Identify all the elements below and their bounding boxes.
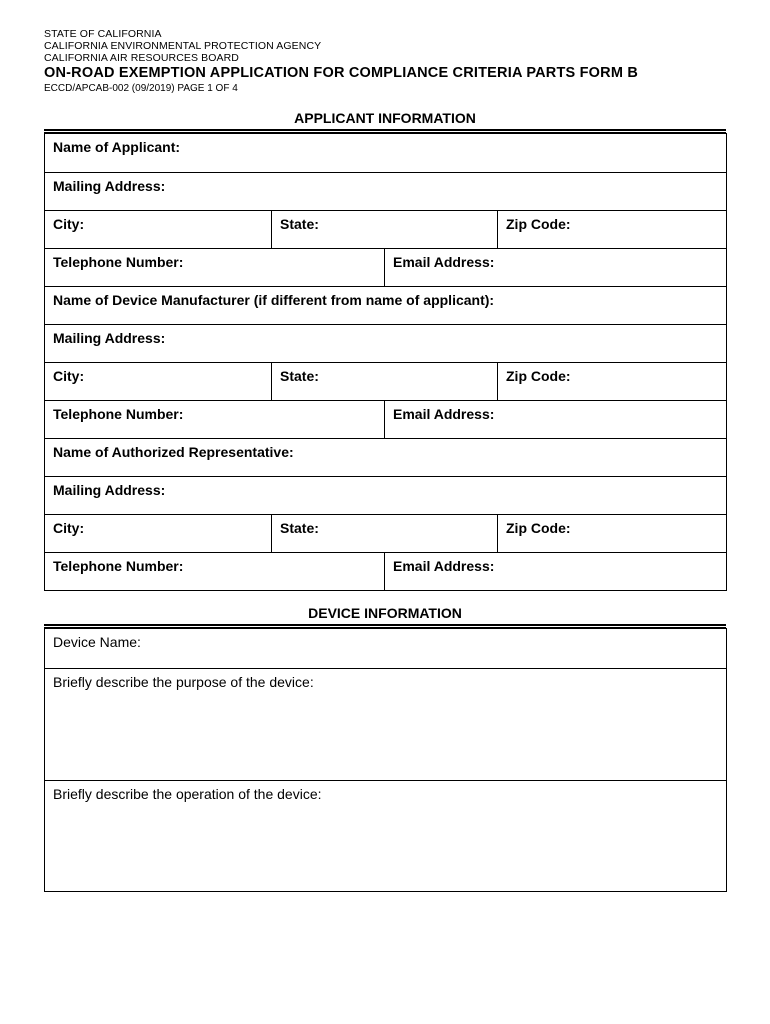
manufacturer-name-label: Name of Device Manufacturer (if different from name of applicant): — [53, 292, 495, 308]
manufacturer-phone-field[interactable] — [45, 401, 385, 439]
representative-city-field[interactable] — [45, 515, 272, 553]
applicant-mailing-address-label: Mailing Address: — [53, 178, 166, 194]
representative-zip-field[interactable] — [498, 515, 727, 553]
applicant-city-label: City: — [53, 216, 85, 232]
representative-city-label: City: — [53, 520, 85, 536]
manufacturer-mailing-address-field[interactable] — [45, 325, 727, 363]
applicant-phone-field[interactable] — [45, 249, 385, 287]
agency-line-state: STATE OF CALIFORNIA — [44, 28, 162, 40]
device-purpose-label: Briefly describe the purpose of the device: — [53, 674, 314, 690]
applicant-state-label: State: — [280, 216, 319, 232]
manufacturer-city-field[interactable] — [45, 363, 272, 401]
representative-phone-label: Telephone Number: — [53, 558, 184, 574]
representative-email-label: Email Address: — [393, 558, 495, 574]
manufacturer-mailing-address-label: Mailing Address: — [53, 330, 166, 346]
manufacturer-email-label: Email Address: — [393, 406, 495, 422]
representative-email-field[interactable] — [385, 553, 727, 591]
form-id: ECCD/APCAB-002 (09/2019) PAGE 1 OF 4 — [44, 83, 238, 94]
representative-phone-field[interactable] — [45, 553, 385, 591]
manufacturer-phone-label: Telephone Number: — [53, 406, 184, 422]
manufacturer-email-field[interactable] — [385, 401, 727, 439]
representative-state-label: State: — [280, 520, 319, 536]
device-purpose-field[interactable] — [45, 669, 727, 781]
applicant-email-field[interactable] — [385, 249, 727, 287]
applicant-mailing-address-field[interactable] — [45, 173, 727, 211]
device-section-heading: DEVICE INFORMATION — [308, 605, 462, 621]
manufacturer-state-field[interactable] — [272, 363, 498, 401]
representative-name-label: Name of Authorized Representative: — [53, 444, 294, 460]
manufacturer-state-label: State: — [280, 368, 319, 384]
applicant-section-heading: APPLICANT INFORMATION — [294, 110, 476, 126]
agency-line-carb: CALIFORNIA AIR RESOURCES BOARD — [44, 52, 239, 64]
representative-name-field[interactable] — [45, 439, 727, 477]
applicant-zip-field[interactable] — [498, 211, 727, 249]
agency-line-calepa: CALIFORNIA ENVIRONMENTAL PROTECTION AGENCY — [44, 40, 322, 52]
manufacturer-zip-label: Zip Code: — [506, 368, 571, 384]
representative-mailing-address-field[interactable] — [45, 477, 727, 515]
representative-zip-label: Zip Code: — [506, 520, 571, 536]
device-name-label: Device Name: — [53, 634, 141, 650]
applicant-info-table — [44, 133, 727, 591]
applicant-city-field[interactable] — [45, 211, 272, 249]
device-operation-field[interactable] — [45, 781, 727, 892]
representative-state-field[interactable] — [272, 515, 498, 553]
form-header — [44, 28, 638, 95]
manufacturer-zip-field[interactable] — [498, 363, 727, 401]
applicant-name-field[interactable] — [45, 134, 727, 173]
applicant-state-field[interactable] — [272, 211, 498, 249]
device-operation-label: Briefly describe the operation of the device: — [53, 786, 322, 802]
applicant-email-label: Email Address: — [393, 254, 495, 270]
manufacturer-city-label: City: — [53, 368, 85, 384]
device-info-table — [44, 628, 727, 892]
form-title: ON-ROAD EXEMPTION APPLICATION FOR COMPLIANCE CRITERIA PARTS FORM B — [44, 65, 638, 81]
representative-mailing-address-label: Mailing Address: — [53, 482, 166, 498]
applicant-zip-label: Zip Code: — [506, 216, 571, 232]
applicant-name-label: Name of Applicant: — [53, 139, 181, 155]
applicant-phone-label: Telephone Number: — [53, 254, 184, 270]
device-name-field[interactable] — [45, 629, 727, 669]
manufacturer-name-field[interactable] — [45, 287, 727, 325]
